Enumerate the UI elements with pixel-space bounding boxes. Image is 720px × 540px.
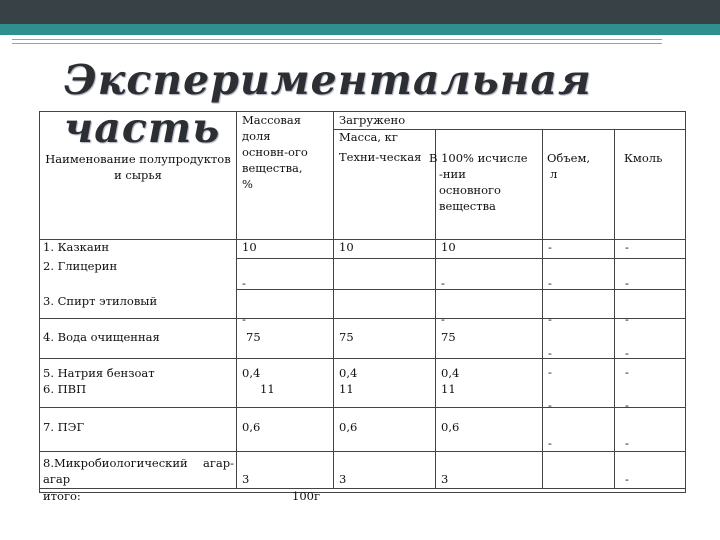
cell-kmol: - xyxy=(625,365,629,379)
cell-vol: - xyxy=(548,365,552,379)
col-line xyxy=(236,112,237,488)
cell-vol: - xyxy=(548,436,552,450)
cell-kmol: - xyxy=(625,436,629,450)
cell-vol: - xyxy=(548,276,552,290)
cell-kmol: - xyxy=(625,472,629,486)
col-line xyxy=(614,129,615,488)
row-line xyxy=(40,488,686,489)
col-line xyxy=(333,112,334,488)
header-volume: Объем, л xyxy=(547,151,591,181)
row-name: 7. ПЭГ xyxy=(43,420,85,434)
header-kmol: Кмоль xyxy=(624,151,663,165)
total-label: итого: xyxy=(43,489,81,503)
row-name: 1. Казкаин xyxy=(43,240,110,254)
cell-tech: 0,4 xyxy=(339,366,358,380)
cell-tech: 10 xyxy=(339,240,354,254)
row-line xyxy=(40,407,686,408)
cell-tech: 0,6 xyxy=(339,420,358,434)
cell-tech: 3 xyxy=(339,472,347,486)
header-name: Наименование полупродуктов и сырья xyxy=(45,152,231,182)
cell-pure: 11 xyxy=(441,382,456,396)
row-name: 6. ПВП xyxy=(43,382,87,396)
cell-kmol: - xyxy=(625,346,629,360)
row-line xyxy=(236,258,686,259)
slide-title: Экспериментальная часть xyxy=(64,56,592,152)
experimental-table xyxy=(39,111,686,503)
cell-mass: 0,6 xyxy=(242,420,261,434)
row-name: 2. Глицерин xyxy=(43,259,118,273)
cell-mass: - xyxy=(242,276,246,290)
cell-vol: - xyxy=(548,312,552,326)
header-loaded: Загружено xyxy=(339,113,406,127)
cell-tech: 75 xyxy=(339,330,354,344)
row-name: агар- xyxy=(203,456,234,470)
header-mass-kg: Масса, кг xyxy=(339,130,398,144)
cell-mass: 10 xyxy=(242,240,257,254)
cell-kmol: - xyxy=(625,398,629,412)
row-name: 3. Спирт этиловый xyxy=(43,294,158,308)
cell-mass: 75 xyxy=(246,330,261,344)
slide-accent-band xyxy=(0,24,720,35)
row-name: 4. Вода очищенная xyxy=(43,330,160,344)
cell-pure: 0,6 xyxy=(441,420,460,434)
header-technical: Техни-ческая xyxy=(339,150,422,164)
cell-vol: - xyxy=(548,346,552,360)
slide-top-bar xyxy=(0,0,720,24)
cell-pure: 10 xyxy=(441,240,456,254)
cell-mass: 3 xyxy=(242,472,250,486)
row-line xyxy=(40,318,686,319)
title-rule-lower xyxy=(12,43,662,44)
title-rule-upper xyxy=(12,39,662,40)
cell-mass: 11 xyxy=(260,382,275,396)
cell-tech: 11 xyxy=(339,382,354,396)
cell-pure: - xyxy=(441,312,445,326)
row-line xyxy=(236,289,686,290)
cell-vol: - xyxy=(548,240,552,254)
cell-pure: 3 xyxy=(441,472,449,486)
col-line xyxy=(542,129,543,488)
cell-vol: - xyxy=(548,398,552,412)
row-line xyxy=(40,239,686,240)
row-line xyxy=(40,358,686,359)
cell-kmol: - xyxy=(625,240,629,254)
header-mass-fraction: Массовая доля основн-ого вещества, % xyxy=(242,113,308,191)
cell-mass: 0,4 xyxy=(242,366,261,380)
cell-pure: - xyxy=(441,276,445,290)
row-line xyxy=(40,451,686,452)
header-pure: В 100% исчисле -нии основного вещества xyxy=(429,151,528,213)
row-name: 8.Микробиологический xyxy=(43,456,188,470)
total-value: 100г xyxy=(292,489,320,503)
row-name: 5. Натрия бензоат xyxy=(43,366,155,380)
cell-kmol: - xyxy=(625,276,629,290)
row-name: агар xyxy=(43,472,71,486)
cell-pure: 0,4 xyxy=(441,366,460,380)
cell-kmol: - xyxy=(625,312,629,326)
cell-pure: 75 xyxy=(441,330,456,344)
cell-mass: - xyxy=(242,312,246,326)
